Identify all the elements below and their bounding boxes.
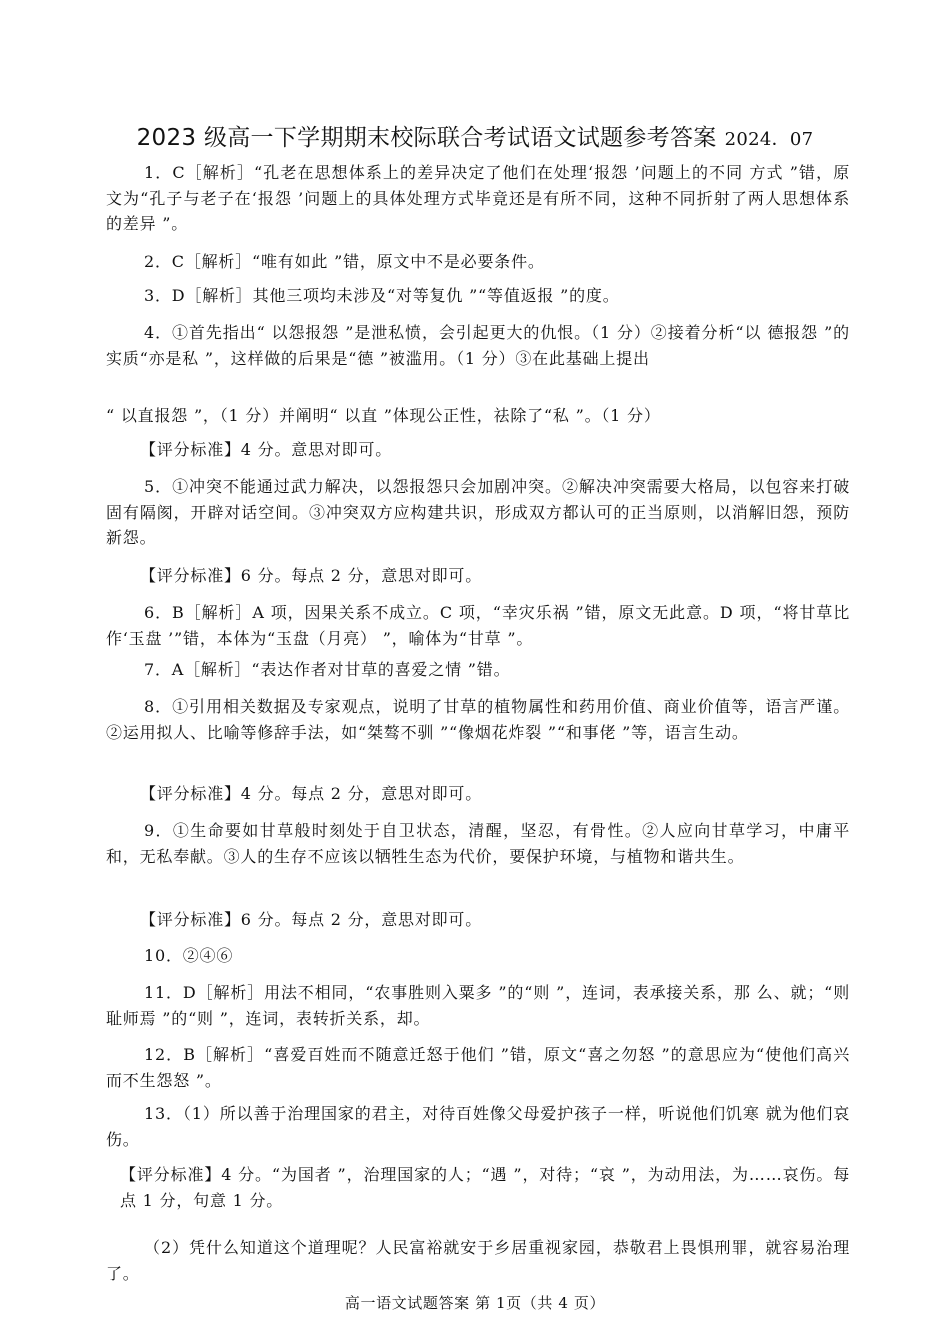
answer-4: 4．①首先指出“ 以怨报怨 ”是泄私愤，会引起更大的仇恨。（1 分）②接着分析“以 德报怨 ”的实质“亦是私 ”，这样做的后果是“德 ”被滥用。（1 分）③在此基础上提出 [106, 323, 850, 368]
exam-date: 2024．07 [724, 129, 814, 150]
answer-11: 11．D［解析］用法不相同，“农事胜则入粟多 ”的“则 ”，连词，表承接关系，那 么、就；“则耻师焉 ”的“则 ”，连词，表转折关系，却。 [106, 983, 850, 1028]
answer-13-part-1: 13．（1）所以善于治理国家的君主，对待百姓像父母爱护孩子一样，听说他们饥寒 就为他们哀伤。 [106, 1104, 850, 1149]
page-title [40, 119, 910, 152]
answer-5: 5．①冲突不能通过武力解决，以怨报怨只会加剧冲突。②解决冲突需要大格局，以包容来打破固有隔阂，开辟对话空间。③冲突双方应构建共识，形成双方都认可的正当原则，以消解旧怨，预防新怨。 [106, 477, 850, 547]
answer-3: 3．D［解析］其他三项均未涉及“对等复仇 ”“等值返报 ”的度。 [144, 286, 620, 305]
answer-13-part-2: （2）凭什么知道这个道理呢？人民富裕就安于乡居重视家园，恭敬君上畏惧刑罪，就容易治理了。 [106, 1238, 850, 1283]
answer-1: 1．C［解析］“孔老在思想体系上的差异决定了他们在处理‘报怨 ’问题上的不同 方式 ”错，原文为“孔子与老子在‘报怨 ’问题上的具体处理方式毕竟还是有所不同，这种不同折射了两人思想体系的差异 ”。 [106, 163, 850, 233]
answer-2: 2．C［解析］“唯有如此 ”错，原文中不是必要条件。 [144, 252, 545, 271]
page-footer: 高一语文试题答案 第 1页（共 4 页） [344, 1294, 606, 1312]
scoring-standard-13: 【评分标准】4 分。“为国者 ”，治理国家的人；“遇 ”，对待；“哀 ”，为动用法，为……哀伤。每点 1 分，句意 1 分。 [120, 1165, 850, 1210]
answer-9: 9．①生命要如甘草般时刻处于自卫状态，清醒，坚忍，有骨性。②人应向甘草学习，中庸平和，无私奉献。③人的生存不应该以牺牲生态为代价，要保护环境，与植物和谐共生。 [106, 821, 850, 866]
scoring-standard-8: 【评分标准】4 分。每点 2 分，意思对即可。 [140, 784, 483, 803]
answer-8: 8．①引用相关数据及专家观点，说明了甘草的植物属性和药用价值、商业价值等，语言严谨。②运用拟人、比喻等修辞手法，如“桀骜不驯 ”“像烟花炸裂 ”“和事佬 ”等，语言生动。 [106, 697, 850, 742]
answer-12: 12．B［解析］“喜爱百姓而不随意迁怒于他们 ”错，原文“喜之勿怒 ”的意思应为“使他们高兴而不生怨怒 ”。 [106, 1045, 850, 1090]
answer-7: 7．A［解析］“表达作者对甘草的喜爱之情 ”错。 [144, 660, 511, 679]
answer-10: 10．②④⑥ [144, 946, 234, 965]
title-text: 2023 级高一下学期期末校际联合考试语文试题参考答案 [136, 125, 717, 151]
scoring-standard-9: 【评分标准】6 分。每点 2 分，意思对即可。 [140, 910, 483, 929]
answer-6: 6．B［解析］A 项，因果关系不成立。C 项，“幸灾乐祸 ”错，原文无此意。D 项，“将甘草比作‘玉盘 ’”错，本体为“玉盘（月亮） ”，喻体为“甘草 ”。 [106, 603, 850, 648]
scoring-standard-5: 【评分标准】6 分。每点 2 分，意思对即可。 [140, 566, 483, 585]
answer-4-continued: “ 以直报怨 ”，（1 分）并阐明“ 以直 ”体现公正性，祛除了“私 ”。（1 分） [106, 406, 661, 425]
scoring-standard-4: 【评分标准】4 分。意思对即可。 [140, 440, 393, 459]
